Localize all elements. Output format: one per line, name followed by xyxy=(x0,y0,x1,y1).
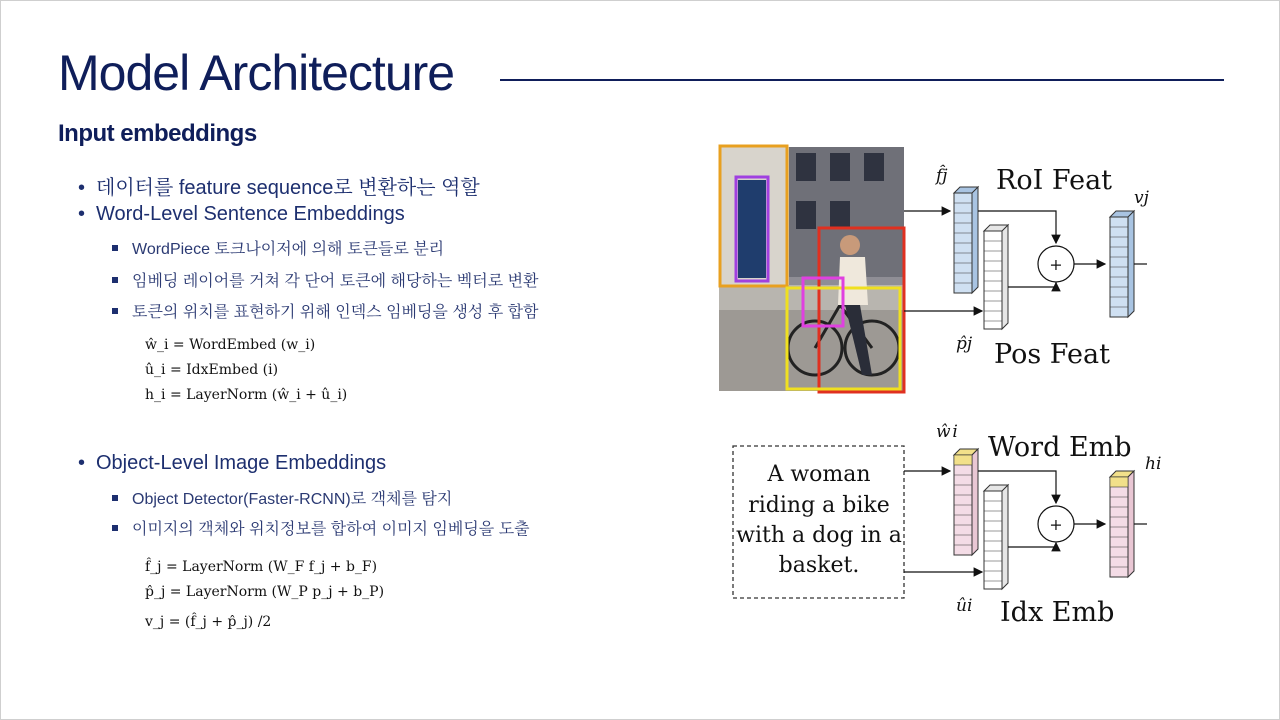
vector-v xyxy=(1110,211,1134,317)
title-rule xyxy=(500,79,1224,81)
slide-title: Model Architecture xyxy=(58,45,455,101)
bullet-word-level-text: Word-Level Sentence Embeddings xyxy=(96,203,405,225)
vector-h xyxy=(1110,471,1134,577)
vector-u xyxy=(984,485,1008,589)
plus-sign-top: + xyxy=(1049,255,1063,274)
label-pos-feat: Pos Feat xyxy=(994,339,1110,370)
equation-f-hat: f̂_j = LayerNorm (W_F f_j + b_F) xyxy=(145,559,378,575)
word-embedding-diagram xyxy=(700,415,1200,640)
square-bullet xyxy=(112,308,118,314)
equation-p-hat: p̂_j = LayerNorm (W_P p_j + b_P) xyxy=(145,584,385,600)
label-f-hat: f̂j xyxy=(936,166,948,186)
sub-bullet-text: Object Detector(Faster-RCNN)로 객체를 탐지 xyxy=(132,491,453,508)
sub-bullet-text: 이미지의 객체와 위치정보를 합하여 이미지 임베딩을 도출 xyxy=(132,521,530,538)
label-word-emb: Word Emb xyxy=(988,432,1132,463)
sub-bullet xyxy=(112,486,452,509)
label-u-hat: ûi xyxy=(956,596,973,616)
bullet-word-level xyxy=(78,203,405,226)
sub-bullet-text: 토큰의 위치를 표현하기 위해 인덱스 임베딩을 생성 후 합함 xyxy=(132,304,539,321)
sub-bullet xyxy=(112,299,539,322)
vector-w xyxy=(954,449,978,555)
vector-p xyxy=(984,225,1008,329)
label-idx-emb: Idx Emb xyxy=(1000,597,1115,628)
label-roi-feat: RoI Feat xyxy=(996,165,1113,196)
bullet-object-level xyxy=(78,452,386,475)
bullet-dot: • xyxy=(78,203,86,225)
bullet-role-text: 데이터를 feature sequence로 변환하는 역할 xyxy=(96,177,480,199)
plus-sign-bottom: + xyxy=(1049,515,1063,534)
street-photo xyxy=(719,147,904,391)
bullet-dot: • xyxy=(78,452,86,474)
caption-line: basket. xyxy=(778,553,860,578)
square-bullet xyxy=(112,495,118,501)
square-bullet xyxy=(112,245,118,251)
label-w-hat: ŵi xyxy=(936,422,958,442)
sub-bullet-text: WordPiece 토크나이저에 의해 토큰들로 분리 xyxy=(132,241,445,258)
label-p-hat: p̂j xyxy=(956,334,973,354)
bullet-dot: • xyxy=(78,177,86,199)
label-v: vj xyxy=(1134,188,1149,208)
bullet-role xyxy=(78,171,480,200)
section-subtitle: Input embeddings xyxy=(58,120,257,147)
equation-v: v_j = (f̂_j + p̂_j) /2 xyxy=(145,614,272,630)
sub-bullet xyxy=(112,268,539,291)
label-h: hi xyxy=(1145,454,1162,474)
equation-idx-embed: û_i = IdxEmbed (i) xyxy=(145,362,279,378)
vector-f xyxy=(954,187,978,293)
equation-layernorm-h: h_i = LayerNorm (ŵ_i + û_i) xyxy=(145,387,348,403)
caption-line: riding a bike xyxy=(748,493,890,518)
square-bullet xyxy=(112,277,118,283)
image-embedding-diagram xyxy=(700,135,1200,405)
equation-word-embed: ŵ_i = WordEmbed (w_i) xyxy=(145,337,316,353)
sub-bullet xyxy=(112,236,444,259)
caption-line: A woman xyxy=(767,462,871,487)
sub-bullet xyxy=(112,516,530,539)
caption-line: with a dog in a xyxy=(736,523,902,548)
square-bullet xyxy=(112,525,118,531)
sub-bullet-text: 임베딩 레이어를 거쳐 각 단어 토큰에 해당하는 벡터로 변환 xyxy=(132,273,539,290)
bullet-object-level-text: Object-Level Image Embeddings xyxy=(96,452,387,474)
